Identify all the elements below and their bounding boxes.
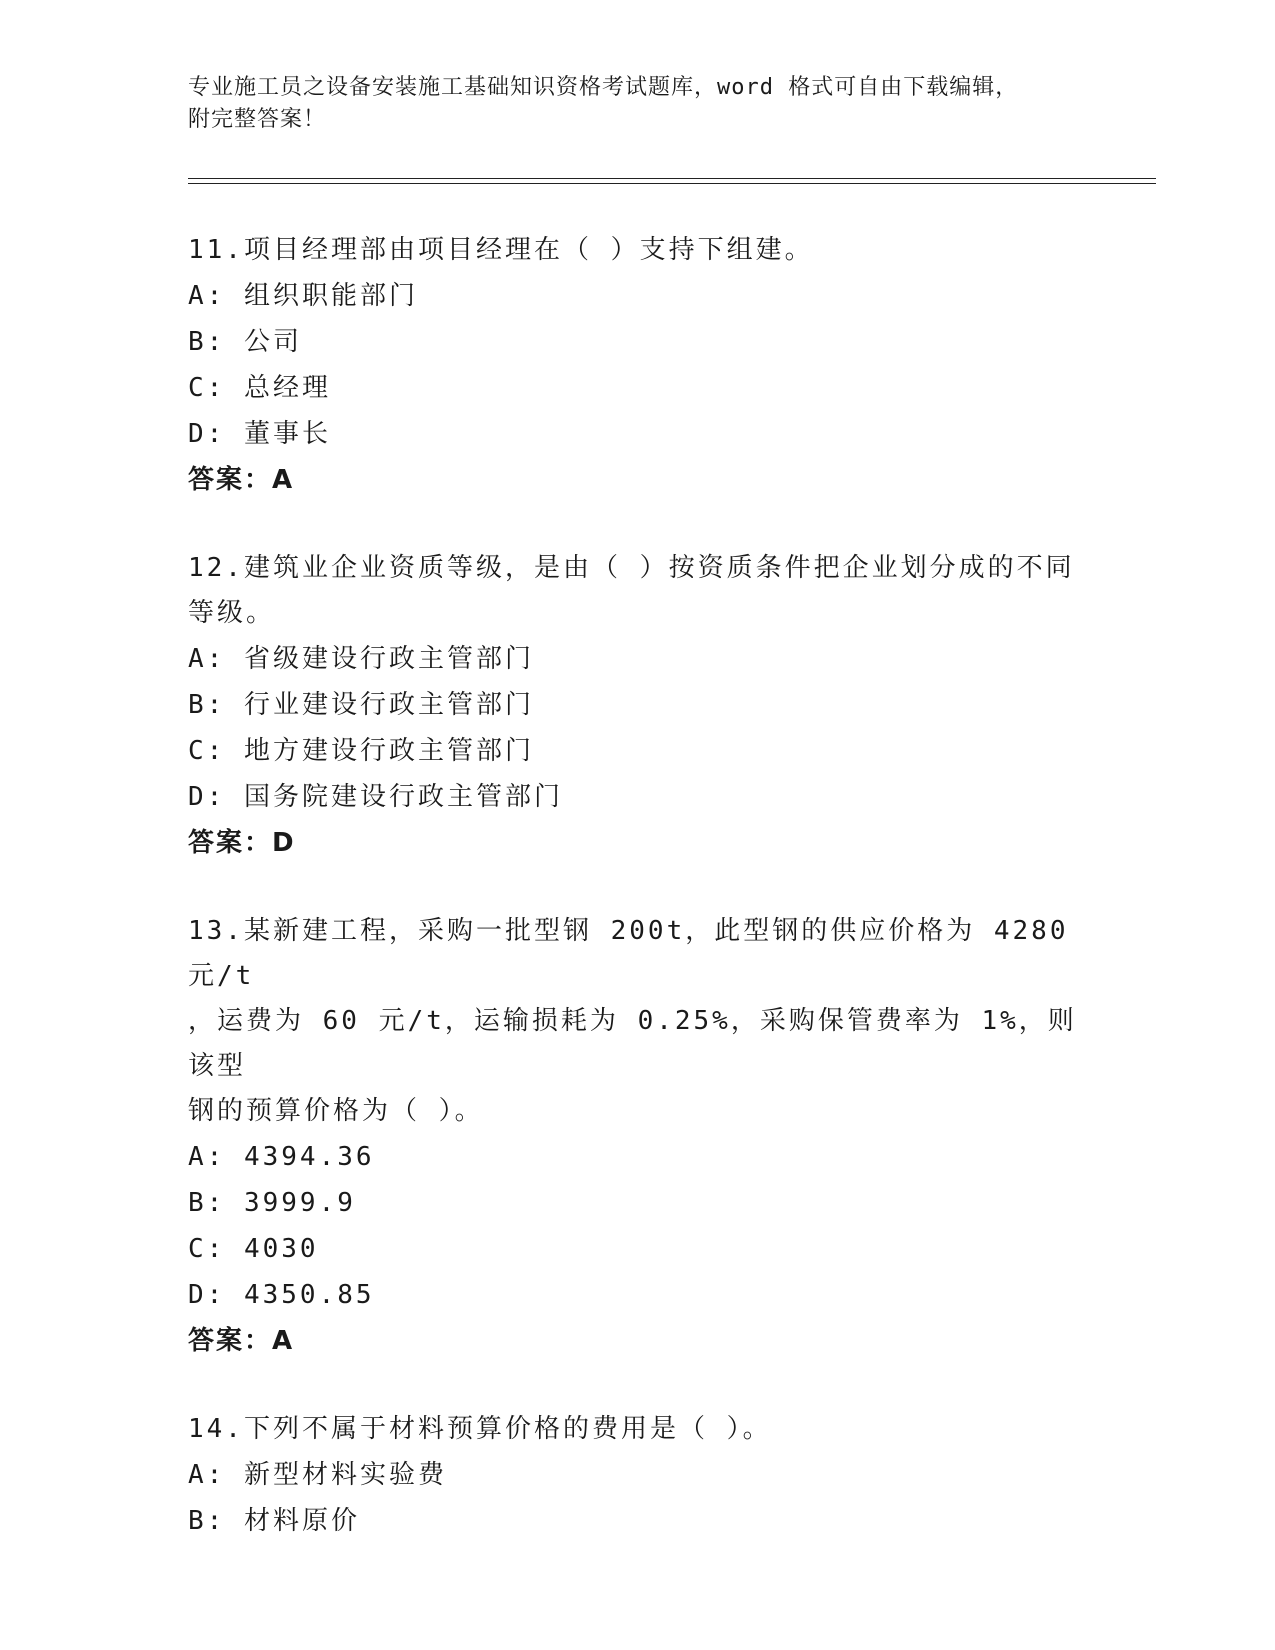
header-line-2: 附完整答案！: [188, 107, 327, 132]
question-list: [188, 228, 1088, 1587]
question-text-line-3: 钢的预算价格为（ ）。: [188, 1096, 484, 1126]
answer: 答案：D: [188, 828, 296, 858]
option-a: A: 4394.36: [188, 1142, 375, 1172]
question-14: [188, 1407, 1088, 1544]
question-text: 14.下列不属于材料预算价格的费用是（ ）。: [188, 1414, 772, 1444]
option-a: A: 省级建设行政主管部门: [188, 644, 534, 674]
question-text-line-1: 13.某新建工程，采购一批型钢 200t，此型钢的供应价格为 4280 元/t: [188, 916, 1069, 991]
option-c: C: 地方建设行政主管部门: [188, 736, 534, 766]
option-d: D: 董事长: [188, 419, 331, 449]
question-11: [188, 228, 1088, 503]
document-header: [188, 72, 1168, 136]
answer: 答案：A: [188, 465, 295, 495]
question-text: 11.项目经理部由项目经理在（ ）支持下组建。: [188, 235, 814, 265]
question-text-line-1: 12.建筑业企业资质等级，是由（ ）按资质条件把企业划分成的不同: [188, 553, 1075, 583]
option-c: C: 4030: [188, 1234, 319, 1264]
header-divider-bottom: [188, 183, 1156, 184]
header-line-1: 专业施工员之设备安装施工基础知识资格考试题库，word 格式可自由下载编辑，: [188, 75, 1019, 100]
header-divider-top: [188, 178, 1156, 179]
option-b: B: 公司: [188, 327, 302, 357]
option-a: A: 组织职能部门: [188, 281, 418, 311]
question-13: [188, 909, 1088, 1364]
option-d: D: 国务院建设行政主管部门: [188, 782, 563, 812]
option-b: B: 3999.9: [188, 1188, 356, 1218]
question-12: [188, 546, 1088, 866]
question-text-line-2: ，运费为 60 元/t，运输损耗为 0.25%，采购保管费率为 1%，则该型: [188, 1006, 1077, 1081]
option-c: C: 总经理: [188, 373, 331, 403]
option-b: B: 材料原价: [188, 1506, 360, 1536]
answer: 答案：A: [188, 1326, 295, 1356]
question-text-line-2: 等级。: [188, 598, 276, 628]
option-a: A: 新型材料实验费: [188, 1460, 447, 1490]
option-d: D: 4350.85: [188, 1280, 375, 1310]
option-b: B: 行业建设行政主管部门: [188, 690, 534, 720]
